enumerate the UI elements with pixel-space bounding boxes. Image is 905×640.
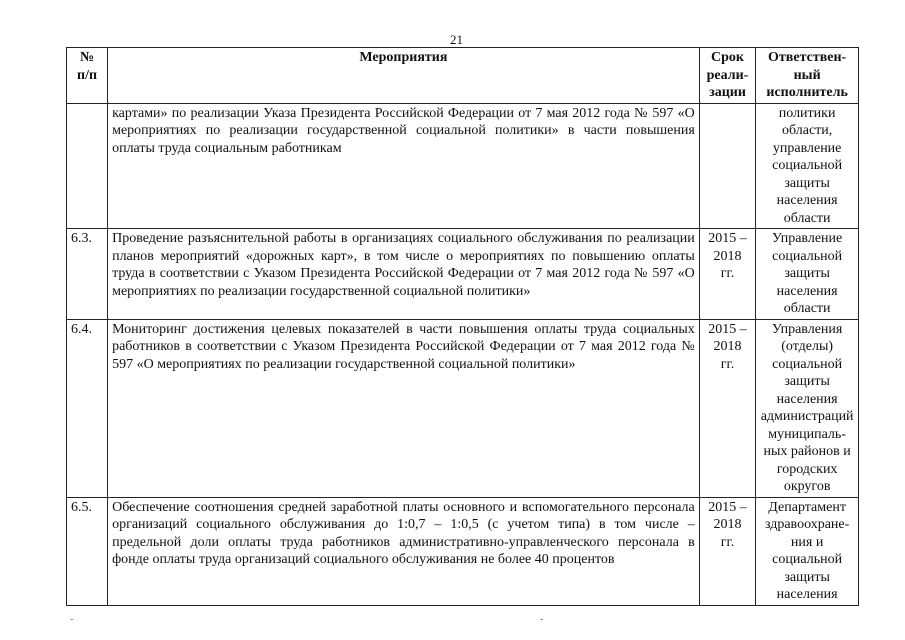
scan-artifact: - — [70, 614, 74, 625]
table-header-row — [67, 48, 859, 104]
scan-artifact: - — [540, 614, 544, 625]
row-responsible: Управление социальной защиты населения области — [756, 229, 859, 320]
row-activity: Обеспечение соотношения средней заработной платы основного и вспомогательного персонала организаций социального обслуживания до 1:0,7 – 1:0,5 (с учетом типа) в том числе – предельной доли оплаты труда работников административно-управленческого персонала в фонде оплаты труда организаций социального обслуживания не более 40 процентов — [108, 497, 700, 605]
row-responsible: Департамент здравоохране- ния и социальной защиты населения — [756, 497, 859, 605]
header-number: № п/п — [67, 48, 108, 104]
row-responsible: Управления (отделы) социальной защиты населения администраций муниципаль- ных районов и городских округов — [756, 319, 859, 497]
row-term: 2015 – 2018 гг. — [699, 497, 755, 605]
row-activity: Мониторинг достижения целевых показателей в части повышения оплаты труда социальных работников в соответствии с Указом Президента Российской Федерации от 7 мая 2012 года № 597 «О мероприятиях по реализации государственной социальной политики» — [108, 319, 700, 497]
row-responsible: политики области, управление социальной защиты населения области — [756, 103, 859, 229]
header-activity: Мероприятия — [108, 48, 700, 104]
page-number: 21 — [450, 32, 463, 47]
row-activity: Проведение разъяснительной работы в организациях социального обслуживания по реализации планов мероприятий «дорожных карт», в том числе о мероприятиях по повышению оплаты труда в соответствии с Указом Президента Российской Федерации от 7 мая 2012 года № 597 «О мероприятиях по реализации государственной социальной политики» — [108, 229, 700, 320]
table-row — [67, 319, 859, 497]
table-row — [67, 497, 859, 605]
row-number: 6.4. — [67, 319, 108, 497]
row-term — [699, 103, 755, 229]
row-term: 2015 – 2018 гг. — [699, 229, 755, 320]
row-number: 6.5. — [67, 497, 108, 605]
row-term: 2015 – 2018 гг. — [699, 319, 755, 497]
table-row — [67, 103, 859, 229]
header-term: Срок реали- зации — [699, 48, 755, 104]
row-number — [67, 103, 108, 229]
activities-table — [66, 47, 859, 606]
table-row — [67, 229, 859, 320]
header-responsible: Ответствен- ный исполнитель — [756, 48, 859, 104]
row-number: 6.3. — [67, 229, 108, 320]
row-activity: картами» по реализации Указа Президента Российской Федерации от 7 мая 2012 года № 597 «О мероприятиях по реализации государственной социальной политики» в части повышения оплаты труда социальным работникам — [108, 103, 700, 229]
